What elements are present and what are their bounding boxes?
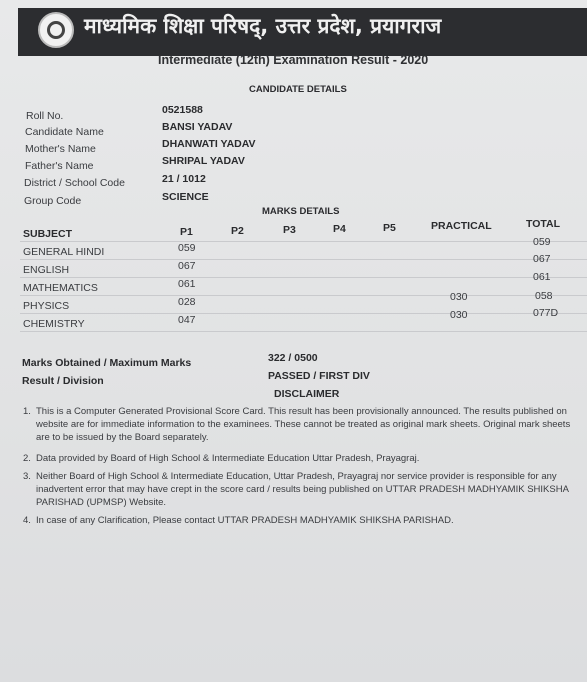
disclaimer-num: 3. [23, 471, 31, 482]
result-division-value: PASSED / FIRST DIV [268, 370, 370, 382]
result-division-label: Result / Division [22, 375, 104, 387]
row-total: 059 [533, 236, 551, 248]
row-p1: 028 [178, 296, 196, 308]
district-school-value: 21 / 1012 [162, 173, 206, 185]
candidate-name-value: BANSI YADAV [162, 121, 233, 133]
disclaimer-heading: DISCLAIMER [274, 388, 340, 400]
disclaimer-text: In case of any Clarification, Please contact UTTAR PRADESH MADHYAMIK SHIKSHA PARISHAD. [36, 515, 454, 526]
district-school-label: District / School Code [24, 177, 125, 189]
father-name-value: SHRIPAL YADAV [162, 155, 245, 167]
table-divider [20, 241, 587, 242]
row-practical: 030 [450, 309, 468, 321]
mother-name-label: Mother's Name [25, 143, 96, 155]
marks-obtained-label: Marks Obtained / Maximum Marks [22, 357, 192, 369]
board-name: माध्यमिक शिक्षा परिषद्, उत्तर प्रदेश, प्रयागराज [84, 14, 442, 38]
candidate-name-label: Candidate Name [25, 126, 104, 138]
disclaimer-num: 1. [23, 406, 31, 417]
mother-name-value: DHANWATI YADAV [162, 138, 256, 150]
disclaimer-num: 2. [23, 453, 31, 464]
group-code-value: SCIENCE [162, 191, 209, 203]
row-total: 061 [533, 271, 551, 283]
roll-no-label: Roll No. [26, 110, 64, 122]
col-p4: P4 [333, 223, 346, 235]
row-total: 077D [533, 307, 559, 319]
col-subject: SUBJECT [23, 228, 73, 240]
disclaimer-text: Data provided by Board of High School & Intermediate Education Uttar Pradesh, Prayagraj. [36, 453, 420, 464]
row-practical: 030 [450, 291, 468, 303]
col-p5: P5 [383, 222, 396, 234]
row-p1: 047 [178, 314, 196, 326]
row-divider [20, 277, 587, 278]
row-divider [20, 313, 587, 314]
row-subject: CHEMISTRY [23, 318, 85, 330]
row-subject: ENGLISH [23, 264, 70, 276]
row-divider [20, 295, 587, 296]
row-p1: 067 [178, 260, 196, 272]
father-name-label: Father's Name [25, 160, 94, 172]
board-emblem-icon [38, 12, 74, 48]
roll-no-value: 0521588 [162, 104, 203, 116]
row-p1: 061 [178, 278, 196, 290]
col-p3: P3 [283, 224, 296, 236]
row-divider [20, 331, 587, 332]
row-subject: GENERAL HINDI [23, 246, 105, 258]
row-total: 067 [533, 253, 551, 265]
exam-title: Intermediate (12th) Examination Result - 2020 [158, 53, 429, 67]
disclaimer-text: This is a Computer Generated Provisional Score Card. This result has been provisionally announced. The results published on website are for immediate information to the examinees. These cannot be treated as original mark sheets. Original mark sheets are to be issued by the Board separately. [36, 406, 571, 443]
row-subject: MATHEMATICS [23, 282, 98, 294]
col-p1: P1 [180, 226, 193, 238]
col-total: TOTAL [526, 218, 561, 230]
marks-details-heading: MARKS DETAILS [262, 206, 340, 217]
row-subject: PHYSICS [23, 300, 70, 312]
col-p2: P2 [231, 225, 244, 237]
row-total: 058 [535, 290, 553, 302]
disclaimer-num: 4. [23, 515, 31, 526]
col-practical: PRACTICAL [431, 220, 492, 232]
row-p1: 059 [178, 242, 196, 254]
group-code-label: Group Code [24, 195, 82, 207]
marks-obtained-value: 322 / 0500 [268, 352, 318, 364]
row-divider [20, 259, 587, 260]
disclaimer-text: Neither Board of High School & Intermediate Education, Uttar Pradesh, Prayagraj nor service provider is responsible for any inadvertent error that may have crept in the score card / results being published on UTTAR PRADESH MADHYAMIK SHIKSHA PARISHAD (UPMSP) Website. [36, 471, 569, 508]
candidate-details-heading: CANDIDATE DETAILS [249, 84, 347, 95]
